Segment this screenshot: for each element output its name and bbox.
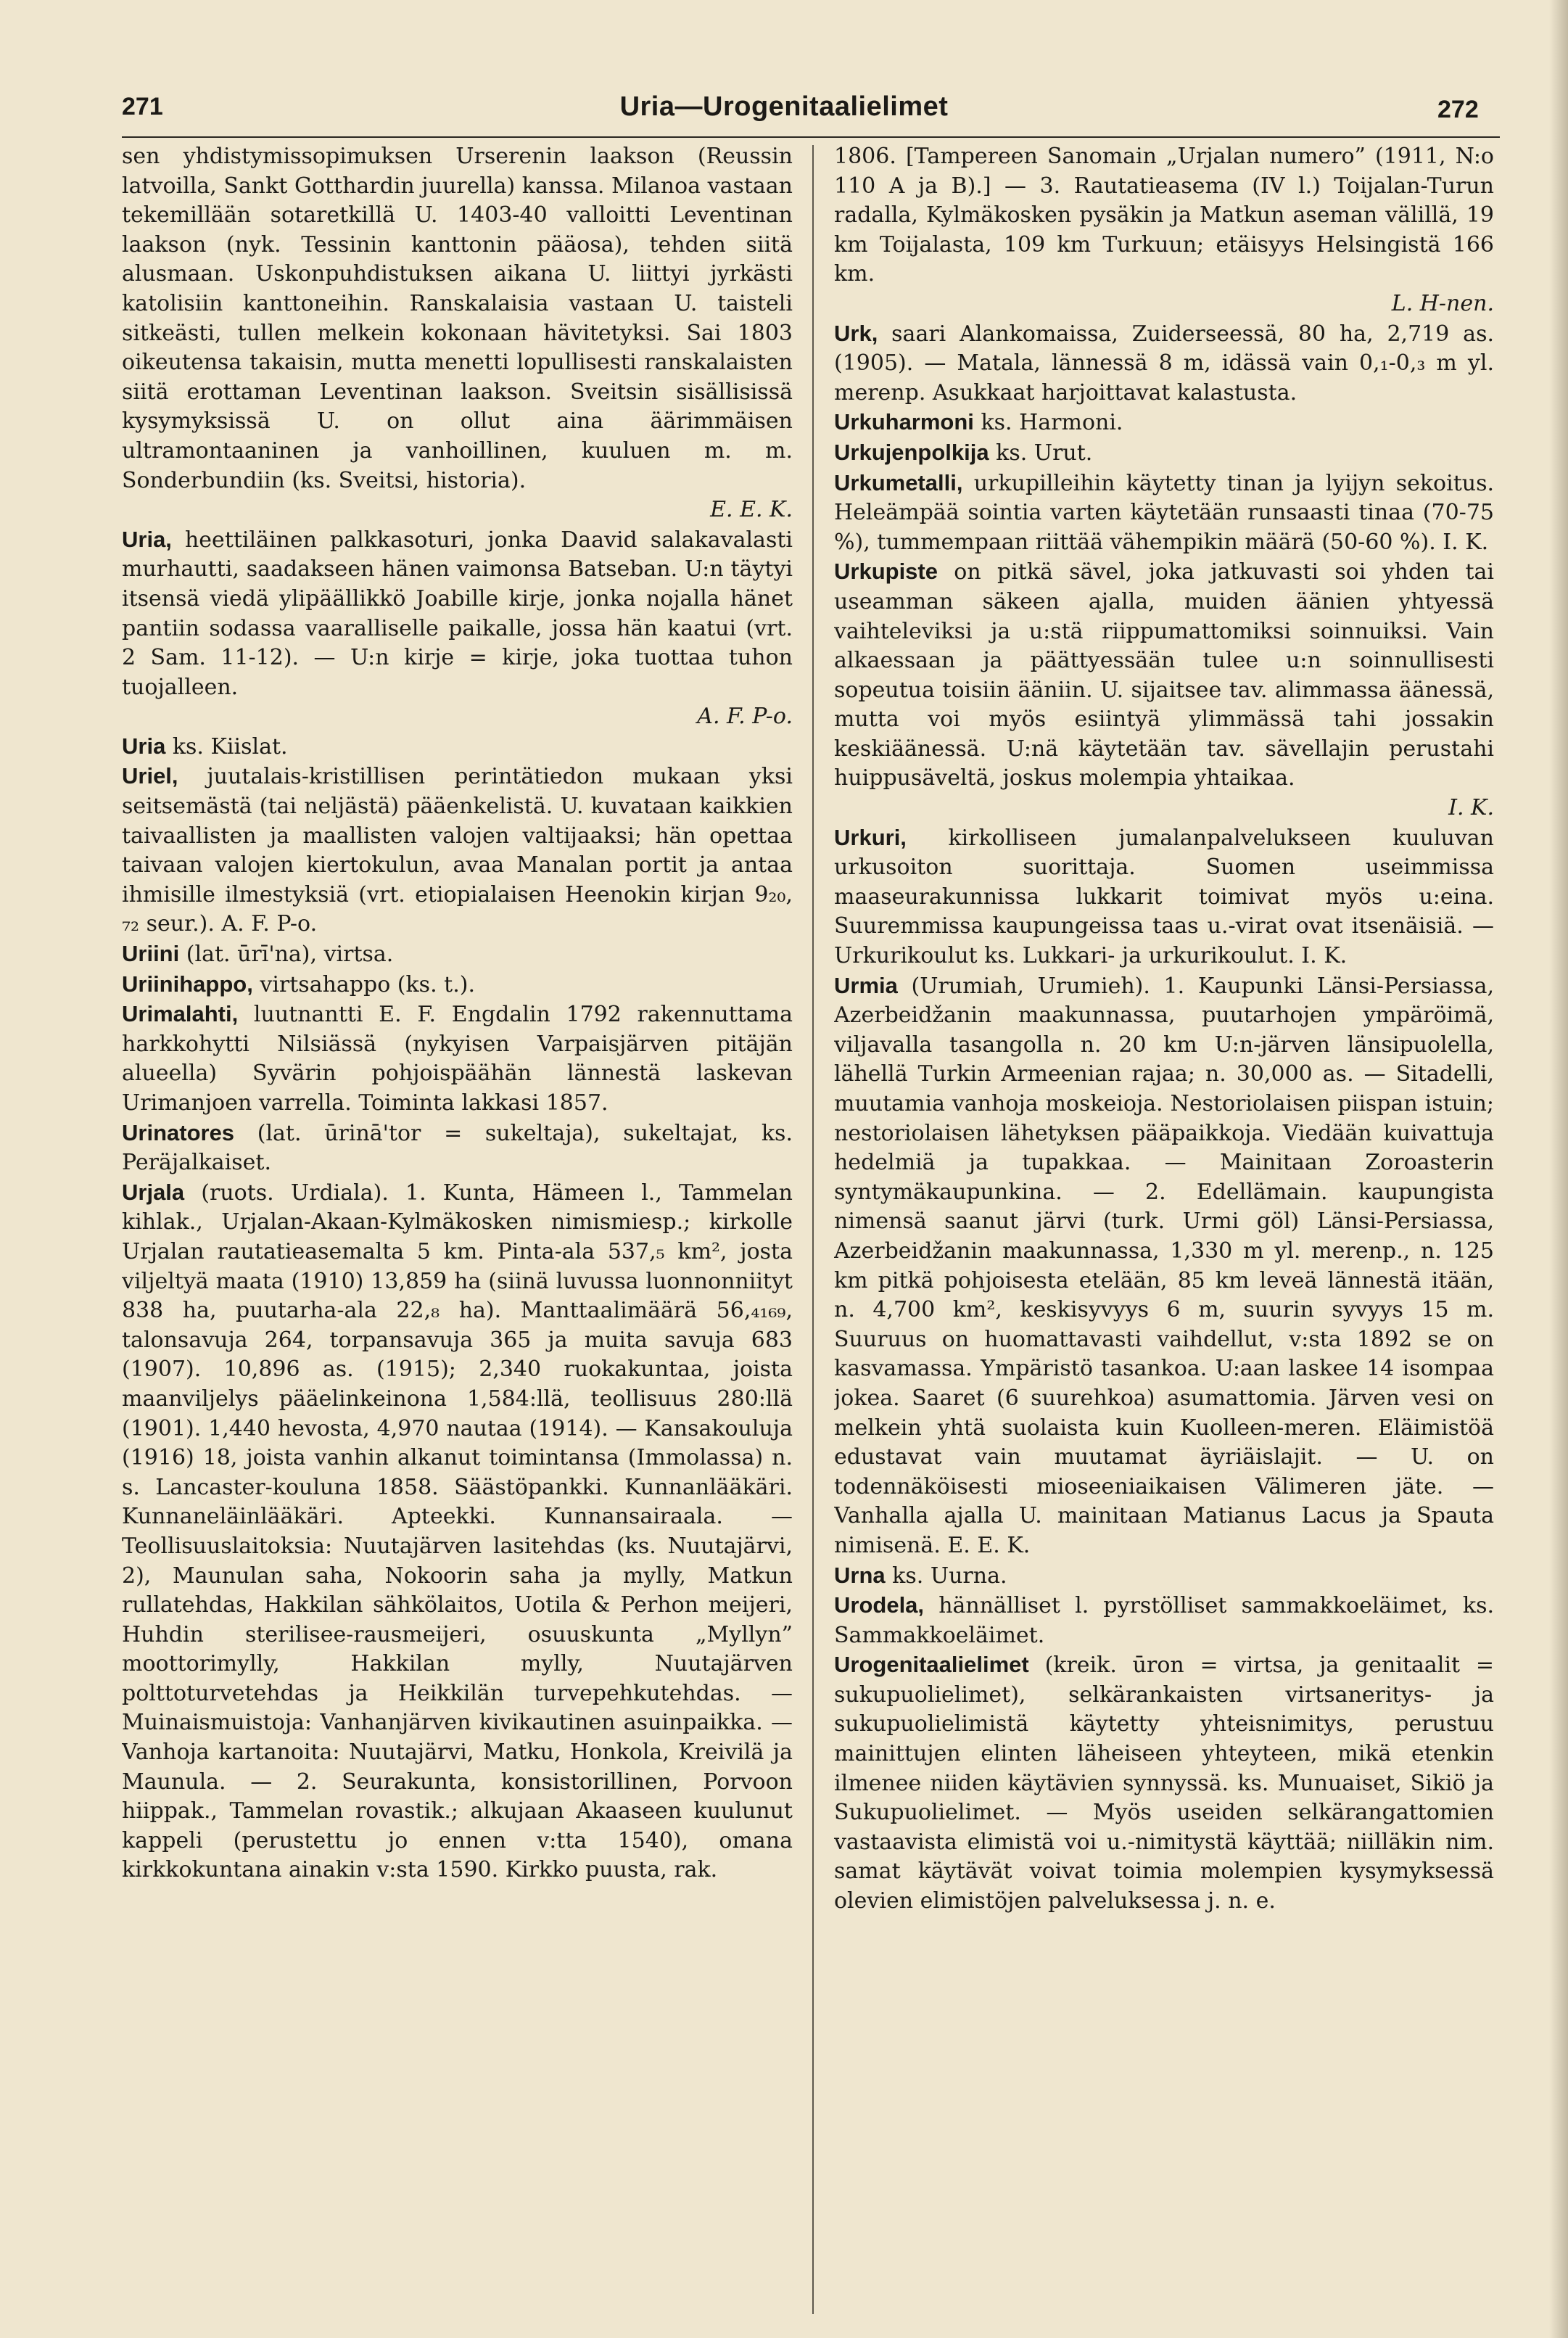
entry-headword: Urodela, [834,1592,925,1618]
dictionary-entry [834,438,1494,469]
entry-signature: E. E. K. [710,497,793,523]
entry-continuation [122,142,793,495]
dictionary-entry [122,1000,793,1118]
entry-body: 1806. [Tampereen Sanomain „Urjalan numero” (1911, N:o 110 A ja B).] — 3. Rautatieasema (IV l.) Toijalan-Turun radalla, Kylmäkosken pysäkin ja Matkun aseman välillä, 19 km Toijalasta, 109 km Turkuun; etäisyys Helsingistä 166 km. [834,144,1494,287]
dictionary-entry [122,970,793,1000]
entry-headword: Urimalahti, [122,1001,239,1027]
entry-headword: Urna [834,1562,886,1588]
entry-headword: Urkujenpolkija [834,439,989,465]
entry-continuation [834,142,1494,289]
entry-body: luutnantti E. F. Engdalin 1792 rakennuttama harkkohytti Nilsiässä (nykyisen Varpaisjärven pitäjän alueella) Syvärin pohjoispäähän lännestä laskevan Urimanjoen varrella. Toiminta lakkasi 1857. [122,1002,793,1116]
entry-signature: L. H-nen. [1391,290,1494,316]
dictionary-entry [834,823,1494,971]
dictionary-entry [834,1650,1494,1916]
dictionary-entry [834,1561,1494,1592]
page-number-left: 271 [122,93,163,120]
entry-headword: Urjala [122,1179,185,1205]
entry-body: ks. Harmoni. [973,410,1123,436]
dictionary-entry [122,1178,793,1885]
running-head: Uria—Urogenitaalielimet [619,91,949,122]
dictionary-entry [122,762,793,939]
entry-signature: A. F. P-o. [697,704,793,730]
entry-body: kirkolliseen jumalanpalvelukseen kuuluvan urkusoiton suorittaja. Suomen useimmissa maaseurakunnissa lukkarit toimivat myös u:eina. Suuremmissa kaupungeissa taas u.-virat ovat itsenäisiä. — Urkurikoulut ks. Lukkari- ja urkurikoulut. I. K. [834,825,1494,969]
dictionary-entry [834,408,1494,438]
dictionary-entry [122,1119,793,1178]
entry-body: saari Alankomaissa, Zuiderseessä, 80 ha, 2,719 as. (1905). — Matala, lännessä 8 m, idässä vain 0,₁-0,₃ m yl. merenp. Asukkaat harjoittavat kalastusta. [834,321,1494,406]
dictionary-entry [834,557,1494,794]
entry-body: (Urumiah, Urumieh). 1. Kaupunki Länsi-Persiassa, Azerbeidžanin maakunnassa, puutarhojen ympäröimä, viljavalla tasangolla n. 20 km U:n-järven länsipuolella, lähellä Turkin Armeenian rajaa; n. 30,000 as. — Sitadelli, muutamia vanhoja moskeioja. Nestoriolaisen piispan istuin; nestoriolaisen lähetyksen pääpaikkoja. Viedään kuivattuja hedelmiä ja tupakkaa. — Mainitaan Zoroasterin syntymäkaupunkina. — 2. Edellämain. kaupungista nimensä saanut järvi (turk. Urmi göl) Länsi-Persiassa, Azerbeidžanin maakunnassa, 1,330 m yl. merenp., n. 125 km pitkä pohjoisesta etelään, 85 km leveä lännestä itään, n. 4,700 km², keskisyvyys 6 m, suurin syvyys 15 m. Suuruus on huomattavasti vaihdellut, v:sta 1892 se on kasvamassa. Ympäristö tasankoa. U:aan laskee 14 isompaa jokea. Saaret (6 suurehkoa) asumattomia. Järven vesi on melkein yhtä suolaista kuin Kuolleen-meren. Eläimistöä edustavat vain muutamat äyriäislajit. — U. on todennäköisesti mioseeniaikaisen Välimeren jäte. — Vanhalla ajalla U. mainitaan Matianus Lacus ja Spauta nimisenä. E. E. K. [834,973,1494,1558]
entry-body: heettiläinen palkkasoturi, jonka Daavid salakavalasti murhautti, saadakseen hänen vaimonsa Batseban. U:n täytyi itsensä viedä ylipäällikkö Joabille kirje, jonka nojalla hänet pantiin sodassa vaaralliselle paikalle, jossa hän kaatui (vrt. 2 Sam. 11-12). — U:n kirje = kirje, joka tuottaa tuhon tuojalleen. [122,527,793,700]
entry-signature: I. K. [1448,795,1494,821]
right-column [834,142,1494,2311]
column-divider [812,145,814,2314]
entry-body: virtsahappo (ks. t.). [252,971,475,997]
dictionary-entry [834,971,1494,1561]
entry-body: urkupilleihin käytetty tinan ja lyijyn sekoitus. Heleämpää sointia varten käytetään runsaasti tinaa (70-75 %), tummempaan riittää vähempikin määrä (50-60 %). I. K. [834,470,1494,555]
entry-headword: Uria, [122,526,172,552]
entry-headword: Uriinihappo, [122,971,253,997]
entry-headword: Urk, [834,320,878,346]
entry-body: (kreik. ūron = virtsa, ja genitaalit = sukupuolielimet), selkärankaisten virtsaneritys- ja sukupuolielimistä käytetty yhteisnimitys, perustuu mainittujen elinten läheiseen yhteyteen, mikä etenkin ilmenee niiden käytävien synnyssä. ks. Munuaiset, Sikiö ja Sukupuolielimet. — Myös useiden selkärangattomien vastaavista elimistä voi u.-nimitystä käyttää; niilläkin nim. samat käytävät voivat toimia molempien kysymyksessä olevien elimistöjen palveluksessa j. n. e. [834,1652,1494,1914]
dictionary-entry [834,1591,1494,1650]
entry-body: sen yhdistymissopimuksen Urserenin laakson (Reussin latvoilla, Sankt Gotthardin juurella) kanssa. Milanoa vastaan tekemillään sotaretkillä U. 1403-40 valloitti Leventinan laakson (nyk. Tessinin kanttonin pääosa), tehden siitä alusmaan. Uskonpuhdistuksen aikana U. liittyi jyrkästi katolisiin kanttoneihin. Ranskalaisia vastaan U. taisteli sitkeästi, tullen melkein kokonaan hävitetyksi. Sai 1803 oikeutensa takaisin, mutta menetti lopullisesti ranskalaisten siitä erottaman Leventinan laakson. Sveitsin sisällisissä kysymyksissä U. on ollut aina äärimmäisen ultramontaaninen ja vanhoillinen, kuuluen m. m. Sonderbundiin (ks. Sveitsi, historia). [122,144,793,493]
entry-body: (ruots. Urdiala). 1. Kunta, Hämeen l., Tammelan kihlak., Urjalan-Akaan-Kylmäkosken nimismiesp.; kirkolle Urjalan rautatieasemalta 5 km. Pinta-ala 537,₅ km², josta viljeltyä maata (1910) 13,859 ha (siinä luvussa luonnonniityt 838 ha, puutarha-ala 22,₈ ha). Manttaalimäärä 56,₄₁₆₉, talonsavuja 264, torpansavuja 365 ja muita savuja 683 (1907). 10,896 as. (1915); 2,340 ruokakuntaa, joista maanviljelys pääelinkeinona 1,584:llä, teollisuus 280:llä (1901). 1,440 hevosta, 4,970 nautaa (1914). — Kansakouluja (1916) 18, joista vanhin alkanut toimintansa (Immolassa) n. s. Lancaster-kouluna 1858. Säästöpankki. Kunnanlääkäri. Kunnaneläinlääkäri. Apteekki. Kunnansairaala. — Teollisuuslaitoksia: Nuutajärven lasitehdas (ks. Nuutajärvi, 2), Maunulan saha, Nokoorin saha ja mylly, Matkun rullatehdas, Hakkilan sähkölaitos, Uotila & Perhon meijeri, Huhdin sterilisee-rausmeijeri, osuuskunta „Myllyn” moottorimylly, Hakkilan mylly, Nuutajärven polttoturvetehdas ja Heikkilän turvepehkutehdas. — Muinaismuistoja: Vanhanjärven kivikautinen asuinpaikka. — Vanhoja kartanoita: Nuutajärvi, Matku, Honkola, Kreivilä ja Maunula. — 2. Seurakunta, konsistorillinen, Porvoon hiippak., Tammelan rovastik.; alkujaan Akaaseen kuulunut kappeli (perustettu jo ennen v:tta 1540), omana kirkkokuntana ainakin v:sta 1590. Kirkko puusta, rak. [122,1180,793,1883]
entry-body: (lat. ūrī'na), virtsa. [179,942,394,968]
header-rule [122,136,1500,138]
entry-body: ks. Uurna. [885,1563,1007,1589]
entry-body: ks. Urut. [989,440,1093,466]
page-number-right: 272 [1437,96,1479,123]
entry-headword: Uriel, [122,763,178,789]
entry-headword: Urmia [834,972,898,998]
entry-body: juutalais-kristillisen perintätiedon mukaan yksi seitsemästä (tai neljästä) pääenkelistä. U. kuvataan kaikkien taivaallisten ja maallisten valojen valtijaaksi; hän opettaa taivaan valojen kiertokulun, avaa Manalan portit ja antaa ihmisille ilmestyksiä (vrt. etiopialaisen Heenokin kirjan 9₂₀, ₇₂ seur.). A. F. P-o. [122,764,793,937]
dictionary-entry [834,469,1494,558]
page-edge-shadow [1549,0,1568,2338]
dictionary-entry [122,732,793,762]
entry-headword: Uria [122,733,166,759]
entry-headword: Urkuri, [834,824,907,850]
entry-headword: Uriini [122,941,180,967]
entry-body: hännälliset l. pyrstölliset sammakkoeläimet, ks. Sammakkoeläimet. [834,1593,1494,1648]
dictionary-entry [122,525,793,703]
dictionary-entry [834,319,1494,408]
entry-headword: Urogenitaalielimet [834,1652,1029,1678]
entry-headword: Urkuharmoni [834,409,974,435]
entry-headword: Urinatores [122,1119,235,1145]
entry-body: ks. Kiislat. [165,733,288,760]
left-column [122,142,793,2311]
entry-body: (lat. ūrinā'tor = sukeltaja), sukeltajat, ks. Peräjalkaiset. [122,1120,793,1176]
entry-headword: Urkumetalli, [834,469,963,495]
entry-body: on pitkä sävel, joka jatkuvasti soi yhden tai useamman säkeen ajalla, muiden äänien yhtyessä vaihteleviksi ja u:stä riippumattomiksi soinnuiksi. Vain alkaessaan ja päättyessään tulee u:n soinnullisesti sopeutua toisiin ääniin. U. sijaitsee tav. alimmassa äänessä, mutta voi myös esiintyä ylimmässä tahi jossakin keskiäänessä. U:nä käytetään tav. sävellajin perustahi huippusäveltä, joskus molempia yhtaikaa. [834,559,1494,791]
dictionary-entry [122,939,793,970]
entry-headword: Urkupiste [834,559,938,585]
